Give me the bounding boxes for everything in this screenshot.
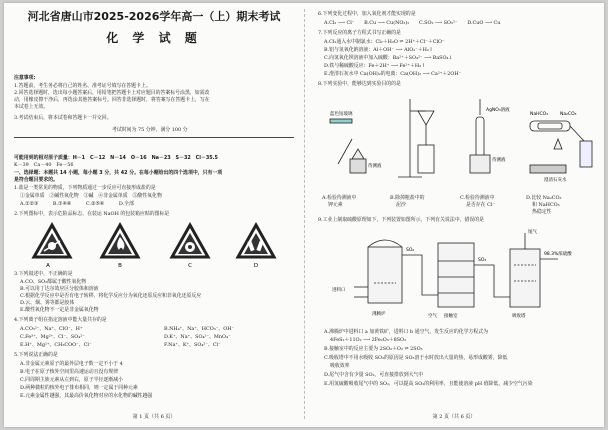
exam-sheet — [4, 3, 604, 427]
question-7-stem: 7.下列反应的离子方程式书写正确的是 — [318, 30, 401, 36]
question-8-choice: 钾元素 — [328, 202, 343, 208]
sign-label-d: D — [253, 263, 259, 269]
question-9-option: A.沸腾炉中进料口 a 加黄铁矿，进料口 b 通空气，发生反应的化学方程式为 — [324, 329, 489, 335]
question-3-option: B.可以用丁达尔效应区分胶体和溶液 — [20, 286, 99, 292]
question-3-option: C.根据化学反应中是否有电子转移，将化学反应分为氧化还原反应和非氧化还原反应 — [20, 293, 202, 299]
question-8-choice: A.检验待测液中 — [322, 195, 357, 201]
question-4-option: D.K⁺、Na⁺、SO₄²⁻、MnO₄⁻ — [164, 334, 231, 340]
note-line: 动，用橡皮擦干净后，再选涂其他答案标号。回答非选择题时，将答案写在答题卡上，写在 — [14, 97, 210, 103]
question-3-option: D.云、烟、雾等都是胶体 — [20, 300, 75, 306]
question-1-options: ①金属单质 ②碱性氧化物 ③碱 ④非金属单质 ⑤酸性氧化物 — [20, 193, 162, 199]
notes-heading: 注意事项: — [14, 75, 36, 81]
page-2 — [304, 3, 604, 427]
contact-chamber — [438, 243, 474, 307]
fig-label: Na₂CO₃ — [560, 112, 577, 117]
diagram-label: 尾气 — [528, 230, 537, 235]
note-line: 3.考试结束后，将本试卷和答题卡一并交回。 — [14, 115, 112, 121]
question-8-choice: 泥沙 — [396, 202, 406, 208]
hazard-sign-d — [238, 225, 274, 257]
hazard-sign-a — [34, 225, 70, 257]
question-8-choice: C.检验待测液中 — [460, 195, 495, 201]
page-footer-2: 第 2 页（共 6 页） — [432, 414, 476, 420]
page-1 — [4, 3, 304, 427]
question-9-option: B.接触室中的反应主要为 2SO₂＋O₂ ⇌ 2SO₃ — [324, 346, 423, 352]
sign-label-c: C — [188, 263, 192, 269]
diagram-label: 98.3%浓硫酸 — [544, 252, 572, 257]
question-2-stem: 2.下列图标中，表示危险品标志，在装运 NaOH 的包装箱应贴的图标是 — [14, 211, 170, 217]
question-4-stem: 4.下列离子组在指定溶液中能大量共存的是 — [14, 317, 107, 323]
question-8-choice: 和 NaHCO₃ — [532, 202, 560, 208]
question-9-option: 4FeS₂＋11O₂ ⟶ 2Fe₂O₃＋8SO₂ — [330, 337, 407, 343]
hazard-signs — [26, 221, 286, 271]
note-line: 1.答题前，考生务必将自己的姓名、准考证号填写在答题卡上。 — [14, 83, 151, 89]
question-6-stem: 6.下列变化过程中，加入氧化剂才能实现的是 — [318, 11, 416, 17]
question-4-option: C.Fe³⁺、Mg²⁺、Cl⁻、SO₄²⁻ — [20, 334, 85, 340]
question-7-option: E.澄清石灰水中 Ca(OH)₂的电离：Ca(OH)₂ ⟶ Ca²⁺＋2OH⁻ — [324, 71, 462, 77]
fig-label: 澄清石灰水 — [544, 178, 567, 183]
question-4-option: F.Na⁺、K⁺、SO₄²⁻、Cl⁻ — [164, 342, 221, 348]
question-5-option: C.同周期主族元素从左到右，原子半径逐渐减小 — [20, 377, 123, 383]
diagram-label: 吸收塔 — [512, 314, 526, 319]
question-1-choices: A.①②③ B.①④⑥ C.②⑤⑥ D.全部 — [20, 201, 134, 207]
question-5-stem: 5.下列说法正确的是 — [14, 352, 58, 358]
atomic-mass-line: K－39 Ca－40 Fe－56 — [14, 162, 74, 168]
question-4-option: E.H⁺、Mg²⁺、CH₃COO⁻、Cl⁻ — [20, 342, 92, 348]
question-7-option: A.Cl₂通入水中制氯水：Cl₂＋H₂O ⇌ 2H⁺＋Cl⁻＋ClO⁻ — [324, 39, 445, 45]
question-5-option: D.两种微粒的核外电子排布相同，则一定属于同种元素 — [20, 385, 138, 391]
sign-label-b: B — [118, 263, 122, 269]
question-9-option: C.吸收塔中不用水吸收 SO₃的原因是 SO₃溶于水时放出大量的热，易形成酸雾，降低 — [324, 355, 508, 361]
lab-apparatus-figure — [318, 89, 600, 193]
question-7-option: D.铁与稀硫酸反应：Fe＋2H⁺ ⟶ Fe²⁺＋H₂↑ — [324, 63, 426, 69]
absorption-tower — [510, 249, 540, 307]
question-8-choice: 热稳定性 — [532, 209, 552, 215]
exam-time: 考试时间为 75 分钟，满分 100 分 — [112, 127, 188, 133]
question-3-stem: 3.下列叙述中，不正确的是 — [14, 271, 73, 277]
boiling-furnace — [368, 247, 402, 303]
question-8-choice: 是否存在 Cl⁻ — [466, 202, 496, 208]
question-9-option: D.尾气中含有少量 SO₂，可直接排放到大气中 — [324, 372, 424, 378]
exam-title: 河北省唐山市2025-2026学年高一（上）期末考试 — [27, 10, 281, 23]
diagram-label: 进料口 — [332, 288, 346, 293]
diagram-label: 接触室 — [444, 314, 458, 319]
question-3-option: E.酸性氧化物不一定是非金属氧化物 — [20, 307, 99, 313]
page-footer-1: 第 1 页（共 6 页） — [132, 414, 176, 420]
subject-title: 化 学 试 题 — [106, 31, 202, 45]
question-5-option: B.电子在原子核外空间里高速运动且没有规律 — [20, 369, 119, 375]
question-9-option: E.用氢硫酸吸收尾气中的 SO₂，可以提高 SO₂的利用率，且能使溶液 pH 值降低，减少空气污染 — [324, 381, 533, 387]
question-8-choice: B.除掉粗盐中的 — [390, 195, 425, 201]
question-1-stem: 1.盐是一类常见的物质，下列物质通过一步反应可直接形成盐的是 — [14, 185, 156, 191]
section-heading: 是符合题目要求的。 — [14, 177, 59, 183]
hazard-sign-c — [172, 225, 208, 257]
fig-label: 待测液 — [492, 158, 506, 163]
diagram-label: 沸腾炉 — [372, 312, 386, 317]
hazard-sign-b — [102, 225, 138, 257]
question-3-option: A.CO、SO₂都属于酸性氧化物 — [20, 279, 87, 285]
fig-label: 蓝色钴玻璃 — [330, 112, 353, 117]
fig-label: NaHCO₃ — [530, 112, 548, 117]
note-line: 2.回答选择题时，选出每小题答案后，用铅笔把答题卡上对应题目的答案标号涂黑，如需改 — [14, 90, 210, 96]
diagram-label: SO₂ — [406, 248, 415, 253]
sulfuric-acid-plant-diagram — [318, 225, 600, 325]
section-heading: 一、选择题：本题共 14 小题，每小题 3 分，共 42 分。在每小题给出的四个选项中，只有一项 — [14, 170, 223, 176]
question-8-choice: D.比较 Na₂CO₃ — [526, 195, 562, 201]
question-7-option: B.铝与氢氧化钠溶液：Al＋OH⁻ ⟶ AlO₂⁻＋H₂↑ — [324, 47, 433, 53]
atomic-mass-line: 可能用到的相对原子质量：H－1 C－12 N－14 O－16 Na－23 S－32 Cl－35.5 — [14, 155, 218, 161]
note-line: 本试卷上无效。 — [14, 104, 49, 110]
question-7-option: C.向氢氧化钡溶液中加入硫酸：Ba²⁺＋SO₄²⁻ ⟶ BaSO₄↓ — [324, 55, 453, 61]
header-rule — [14, 137, 294, 138]
diagram-label: SO₃ — [478, 258, 487, 263]
diagram-label: 空气 — [428, 314, 437, 319]
question-5-option: A.非金属元素原子的最外层电子数一定不小于 4 — [20, 361, 123, 367]
question-4-option: B.NH₄⁺、Na⁺、HCO₃⁻、OH⁻ — [164, 326, 235, 332]
question-5-option: E.元素金属性越强，其最高价氧化物对应的水化物的碱性越强 — [20, 393, 153, 399]
question-8-stem: 8.下列实验中，能够达到实验目的的是 — [318, 81, 401, 87]
question-9-option: 吸收效率 — [330, 363, 350, 369]
question-9-stem: 9.工业上制取硫酸原理如下，下列装置如图所示，下列有关说法中，错误的是 — [318, 217, 485, 223]
question-4-option: A.CO₃²⁻、Na⁺、ClO⁻、H⁺ — [20, 326, 83, 332]
fig-label: AgNO₃溶液 — [486, 108, 510, 113]
sign-label-a: A — [46, 263, 50, 269]
question-6-options: A.Cl₂ ⟶ Cl⁻ B.Cu ⟶ Cu(NO₃)₂ C.SO₂ ⟶ SO₃²⁻ D.CuO ⟶ Cu — [324, 20, 501, 26]
fig-label: 待测液 — [368, 164, 382, 169]
cobalt-glass-icon — [330, 119, 352, 123]
